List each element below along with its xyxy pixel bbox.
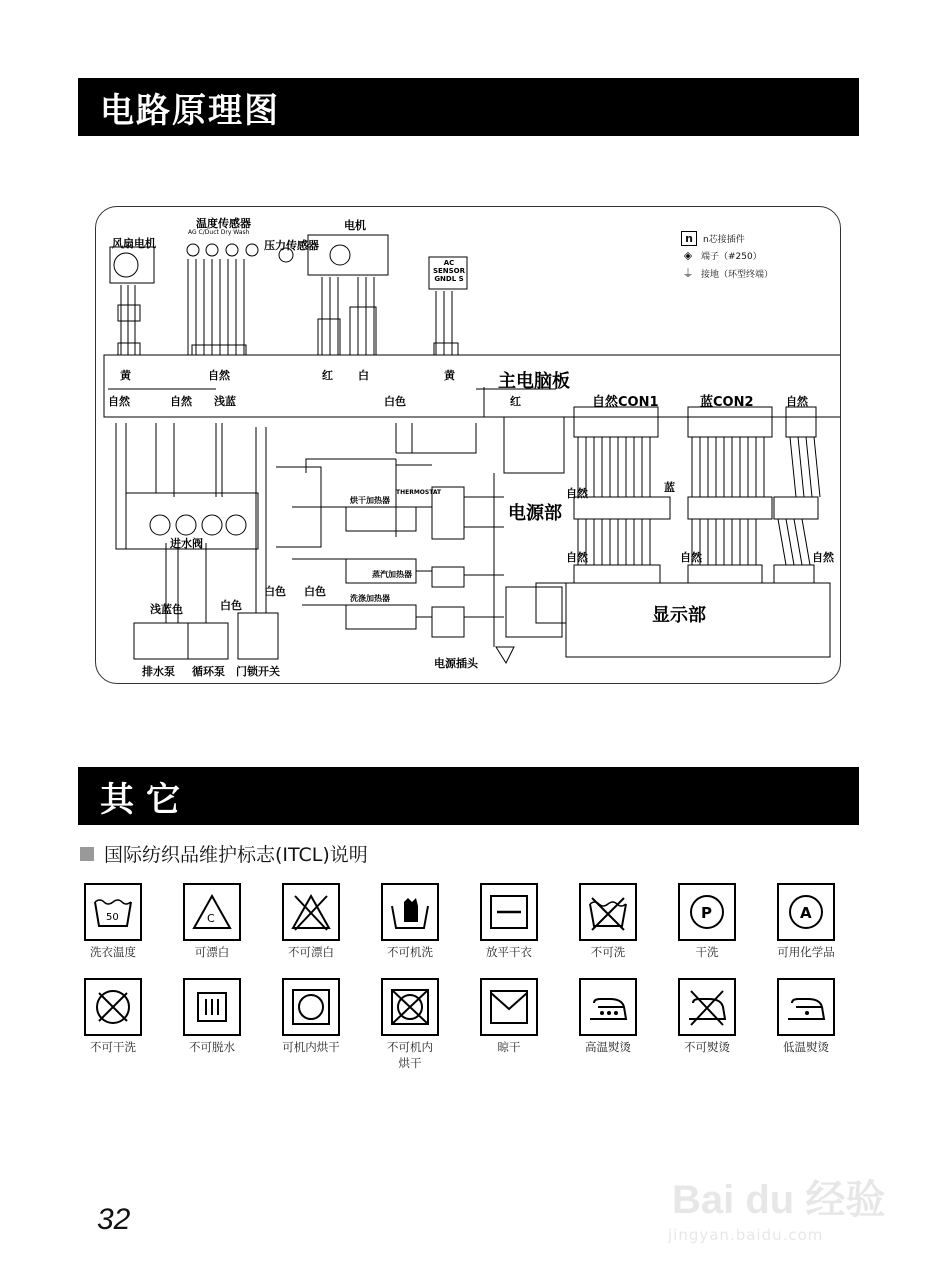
- dry-clean-p-icon: [678, 883, 736, 941]
- wash-temp-icon: [84, 883, 142, 941]
- door-lock-label: 门锁开关: [236, 665, 280, 678]
- care-symbol: [558, 978, 658, 1055]
- no-iron-icon: [678, 978, 736, 1036]
- wire-color-blue: 蓝: [664, 481, 675, 494]
- power-unit-label: 电源部: [508, 503, 562, 524]
- inlet-valve-label: 进水阀: [170, 537, 203, 550]
- temp-sensor-label: 温度传感器: [196, 217, 251, 230]
- wire-color-light-blue-color: 浅蓝色: [150, 603, 183, 616]
- wire-color-white-color-3: 白色: [264, 585, 286, 598]
- wire-color-white-color: 白色: [384, 395, 406, 408]
- wire-color-yellow-1: 黄: [120, 369, 131, 382]
- legend-ground-text: 接地（环型终端）: [701, 269, 774, 280]
- care-symbol: [756, 883, 856, 960]
- wire-color-yellow-2: 黄: [444, 369, 455, 382]
- temp-sensor-sub-label: AG C/Duct Dry Wash: [188, 229, 250, 236]
- symbol-label: 干洗: [695, 945, 719, 959]
- care-symbol: [63, 883, 163, 960]
- wire-color-natural-3: 自然: [170, 395, 192, 408]
- symbol-label: 不可脱水: [189, 1040, 235, 1054]
- wire-color-natural-7: 自然: [680, 551, 702, 564]
- no-wring-icon: [183, 978, 241, 1036]
- watermark: [660, 1140, 900, 1270]
- symbol-label: 不可漂白: [288, 945, 334, 959]
- svg-text:50: 50: [106, 912, 119, 923]
- care-symbol: [459, 883, 559, 960]
- connector-icon: n: [681, 231, 697, 246]
- tumble-dry-icon: [282, 978, 340, 1036]
- wire-color-natural-8: 自然: [812, 551, 834, 564]
- legend-connector: [681, 231, 745, 246]
- ac-sensor-label: AC SENSOR GNDL S: [432, 259, 466, 283]
- no-bleach-icon: [282, 883, 340, 941]
- power-plug-label: 电源插头: [434, 657, 478, 670]
- symbol-label: 晾干: [497, 1040, 521, 1054]
- iron-high-icon: [579, 978, 637, 1036]
- legend-ground: [681, 265, 773, 281]
- thermostat-label: THERMOSTAT: [396, 489, 442, 496]
- wire-color-natural-4: 自然: [786, 395, 808, 408]
- drain-pump-label: 排水泵: [142, 665, 175, 678]
- steam-heater-label: 蒸汽加热器: [372, 570, 412, 579]
- fan-motor-symbol: [114, 253, 138, 277]
- care-symbol: [360, 978, 460, 1071]
- dry-heater-label: 烘干加热器: [350, 496, 390, 505]
- care-symbol: [63, 978, 163, 1055]
- wire-color-natural-5: 自然: [566, 487, 588, 500]
- no-wash-icon: [579, 883, 637, 941]
- terminal-icon: ◈: [683, 249, 693, 262]
- bleach-icon: [183, 883, 241, 941]
- con2-label: 蓝CON2: [700, 395, 754, 410]
- care-symbol: [162, 883, 262, 960]
- watermark-brand: Bai du 经验: [672, 1178, 886, 1222]
- line-dry-icon: [480, 978, 538, 1036]
- legend-terminal: [681, 249, 762, 262]
- circ-pump-label: 循环泵: [192, 665, 225, 678]
- care-symbol: [459, 978, 559, 1055]
- pressure-sensor-label: 压力传感器: [264, 239, 319, 252]
- wash-heater-label: 洗涤加热器: [350, 594, 390, 603]
- symbol-label: 可机内烘干: [282, 1040, 340, 1054]
- legend-connector-text: n芯接插件: [703, 235, 745, 245]
- svg-text:C: C: [207, 912, 215, 925]
- iron-low-icon: [777, 978, 835, 1036]
- care-symbol: [261, 883, 361, 960]
- hand-wash-icon: [381, 883, 439, 941]
- section-title-bar: [78, 78, 859, 136]
- svg-text:P: P: [701, 904, 712, 922]
- wire-color-red-1: 红: [322, 369, 333, 382]
- care-symbol: [756, 978, 856, 1055]
- symbol-label: 可漂白: [194, 945, 230, 959]
- wire-color-white-1: 白: [358, 369, 369, 382]
- care-symbol: [162, 978, 262, 1055]
- symbol-label: 不可熨烫: [684, 1040, 730, 1054]
- wire-color-red-2: 红: [510, 395, 521, 408]
- section-title: 电路原理图: [100, 90, 280, 131]
- fan-motor-box: [110, 247, 154, 283]
- legend-terminal-text: 端子（#250）: [701, 252, 762, 262]
- wire-color-natural-1: 自然: [208, 369, 230, 382]
- wire-color-natural-2: 自然: [108, 395, 130, 408]
- symbol-label: 高温熨烫: [585, 1040, 631, 1054]
- care-symbol: [657, 978, 757, 1055]
- symbol-label: 可用化学品: [777, 945, 835, 959]
- ground-icon: ⏚: [682, 267, 694, 280]
- no-tumble-dry-icon: [381, 978, 439, 1036]
- section-title-2: 其它: [100, 779, 192, 820]
- symbol-label: 不可机洗: [387, 945, 433, 959]
- care-symbol: [657, 883, 757, 960]
- symbol-label: 低温熨烫: [783, 1040, 829, 1054]
- symbol-label: 放平干衣: [486, 945, 532, 959]
- symbol-label: 不可机内 烘干: [387, 1040, 433, 1070]
- circuit-diagram: [95, 206, 841, 684]
- dry-flat-icon: [480, 883, 538, 941]
- wire-color-white-color-4: 白色: [304, 585, 326, 598]
- section-title-bar-2: [78, 767, 859, 825]
- care-symbol: [558, 883, 658, 960]
- symbol-label: 不可洗: [590, 945, 626, 959]
- watermark-site: jingyan.baidu.com: [668, 1226, 824, 1244]
- symbol-label: 不可干洗: [90, 1040, 136, 1054]
- display-unit-label: 显示部: [652, 605, 706, 626]
- wire-color-natural-6: 自然: [566, 551, 588, 564]
- symbol-label: 洗衣温度: [90, 945, 136, 959]
- itcl-heading-text: 国际纺织品维护标志(ITCL)说明: [104, 844, 368, 866]
- bullet-square-icon: [80, 847, 94, 861]
- motor-label: 电机: [344, 219, 366, 232]
- svg-text:A: A: [800, 904, 812, 922]
- con1-label: 自然CON1: [592, 395, 659, 410]
- fan-motor-label: 风扇电机: [112, 237, 156, 250]
- main-board-label: 主电脑板: [498, 371, 570, 392]
- page-number: 32: [97, 1203, 131, 1236]
- dry-clean-a-icon: [777, 883, 835, 941]
- itcl-heading: [80, 840, 368, 867]
- no-dry-clean-icon: [84, 978, 142, 1036]
- care-symbol: [360, 883, 460, 960]
- care-symbol: [261, 978, 361, 1055]
- wire-color-white-color-2: 白色: [220, 599, 242, 612]
- wire-color-light-blue: 浅蓝: [214, 395, 236, 408]
